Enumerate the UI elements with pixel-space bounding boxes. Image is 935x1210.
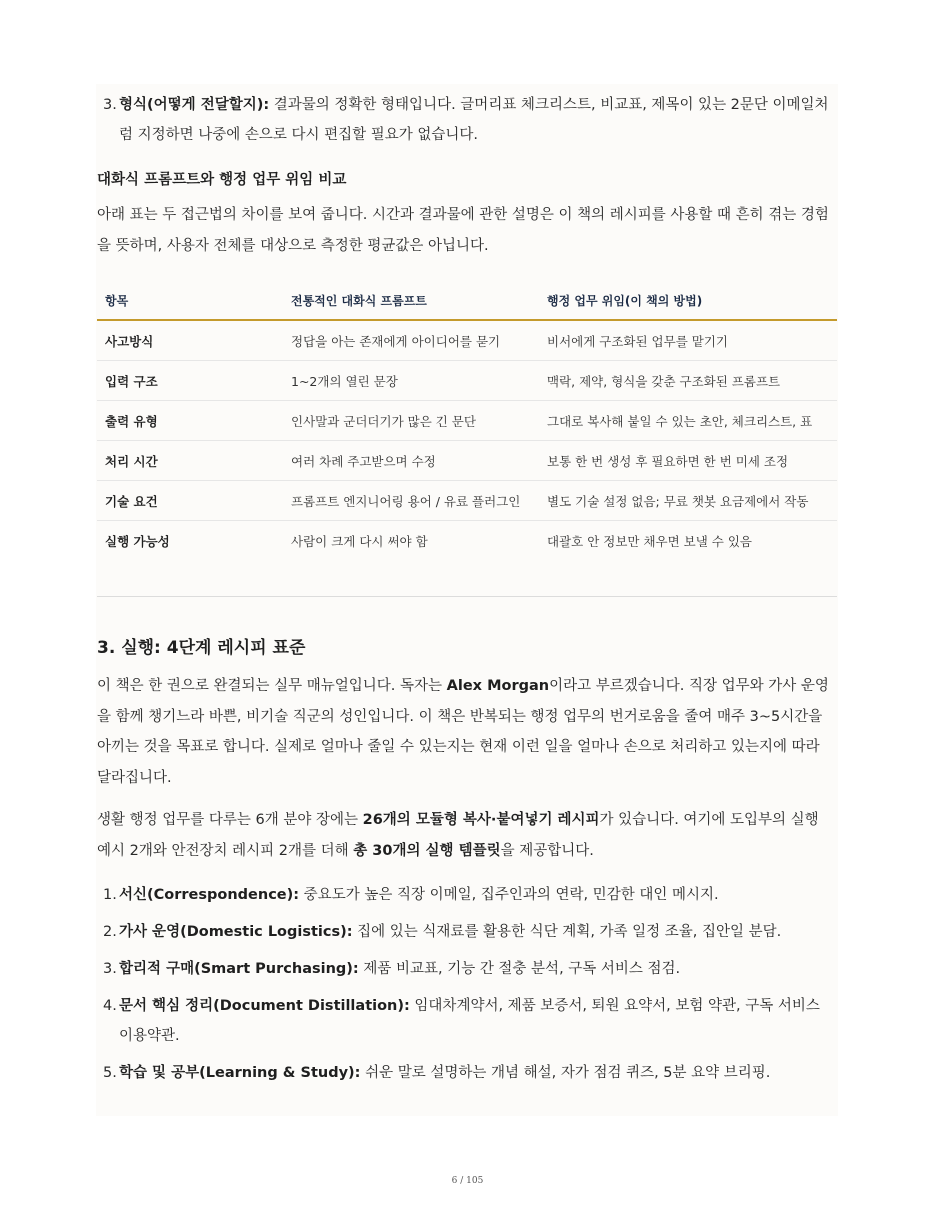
table-cell: 보통 한 번 생성 후 필요하면 한 번 미세 조정 <box>539 441 837 481</box>
comparison-table <box>97 281 837 560</box>
column-header: 항목 <box>97 281 283 320</box>
paragraph-text: 생활 행정 업무를 다루는 6개 분야 장에는 <box>97 812 363 828</box>
list-item-title: 서신(Correspondence): <box>119 887 300 903</box>
category-list <box>97 880 837 1088</box>
list-item <box>97 954 837 984</box>
table-row <box>97 521 837 561</box>
list-item-text: 결과물의 정확한 형태입니다. 글머리표 체크리스트, 비교표, 제목이 있는 2문단 이메일처럼 지정하면 나중에 손으로 다시 편집할 필요가 없습니다. <box>119 97 829 143</box>
list-number: 4. <box>103 998 117 1014</box>
body-paragraph <box>97 671 837 793</box>
row-label: 실행 가능성 <box>105 533 170 549</box>
list-item-title: 문서 핵심 정리(Document Distillation): <box>119 998 410 1014</box>
paragraph-text: 이 책은 한 권으로 완결되는 실무 매뉴얼입니다. 독자는 <box>97 678 447 694</box>
table-cell: 1~2개의 열린 문장 <box>283 361 539 401</box>
paragraph-text: 가 있습니다. 여기에 도입부의 실행 예시 2개와 안전장치 레시피 2개를 더해 <box>97 812 819 859</box>
list-item <box>97 880 837 910</box>
list-number: 2. <box>103 924 117 940</box>
table-row <box>97 361 837 401</box>
list-item-title: 형식(어떻게 전달할지): <box>119 97 270 113</box>
list-number: 3. <box>103 97 117 113</box>
row-label: 처리 시간 <box>97 441 283 481</box>
page-content <box>97 90 837 1088</box>
intro-list <box>97 90 837 150</box>
table-cell: 정답을 아는 존재에게 아이디어를 묻기 <box>283 320 539 361</box>
paragraph-text: 이라고 부르겠습니다. 직장 업무와 가사 운영을 함께 챙기느라 바쁜, 비기술 직군의 성인입니다. 이 책은 반복되는 행정 업무의 번거로움을 줄여 매주 3~5시간을 아끼는 것을 목표로 합니다. 실제로 얼마나 줄일 수 있는지는 현재 이런 일을 얼마나 손으로 처리하고 있는지에 따라 달라집니다. <box>97 678 829 786</box>
comparison-heading: 대화식 프롬프트와 행정 업무 위임 비교 <box>97 172 347 188</box>
column-header: 행정 업무 위임(이 책의 방법) <box>539 281 837 320</box>
list-item-title: 가사 운영(Domestic Logistics): <box>119 924 353 940</box>
list-item <box>97 1058 837 1088</box>
section-divider <box>97 596 837 597</box>
list-number: 3. <box>103 961 117 977</box>
table-cell: 대괄호 안 정보만 채우면 보낼 수 있음 <box>547 533 752 549</box>
column-header: 전통적인 대화식 프롬프트 <box>283 281 539 320</box>
table-row <box>97 481 837 521</box>
paragraph-text: 을 제공합니다. <box>500 842 594 859</box>
list-item-text: 집에 있는 식재료를 활용한 식단 계획, 가족 일정 조율, 집안일 분담. <box>352 924 782 940</box>
list-item-title: 학습 및 공부(Learning & Study): <box>119 1065 361 1081</box>
comparison-description: 아래 표는 두 접근법의 차이를 보여 줍니다. 시간과 결과물에 관한 설명은 이 책의 레시피를 사용할 때 흔히 겪는 경험을 뜻하며, 사용자 전체를 대상으로 측정한 평균값은 아닙니다. <box>97 207 829 254</box>
table-cell: 맥락, 제약, 형식을 갖춘 구조화된 프롬프트 <box>539 361 837 401</box>
row-label: 입력 구조 <box>97 361 283 401</box>
table-row <box>97 441 837 481</box>
table-row <box>97 320 837 361</box>
emphasis-text: 26개의 모듈형 복사·붙여넣기 레시피 <box>362 812 600 828</box>
list-item-text: 임대차계약서, 제품 보증서, 퇴원 요약서, 보험 약관, 구독 서비스 이용약관. <box>119 998 820 1044</box>
section-heading: 3. 실행: 4단계 레시피 표준 <box>97 638 306 658</box>
table-cell: 사람이 크게 다시 써야 함 <box>291 533 428 549</box>
page-number: 6 / 105 <box>451 1176 484 1186</box>
list-item <box>97 917 837 947</box>
table-cell: 프롬프트 엔지니어링 용어 / 유료 플러그인 <box>283 481 539 521</box>
table-cell: 인사말과 군더더기가 많은 긴 문단 <box>283 401 539 441</box>
list-item-text: 중요도가 높은 직장 이메일, 집주인과의 연락, 민감한 대인 메시지. <box>299 887 719 903</box>
body-paragraph <box>97 805 837 866</box>
row-label: 기술 요건 <box>97 481 283 521</box>
table-cell: 별도 기술 설정 없음; 무료 챗봇 요금제에서 작동 <box>539 481 837 521</box>
emphasis-text: 총 30개의 실행 템플릿 <box>353 842 501 859</box>
table-cell: 여러 차례 주고받으며 수정 <box>283 441 539 481</box>
table-cell: 그대로 복사해 붙일 수 있는 초안, 체크리스트, 표 <box>539 401 837 441</box>
row-label: 사고방식 <box>97 320 283 361</box>
list-item-text: 제품 비교표, 기능 간 절충 분석, 구독 서비스 점검. <box>358 961 681 977</box>
list-item-title: 합리적 구매(Smart Purchasing): <box>119 961 359 977</box>
table-row <box>97 401 837 441</box>
list-item <box>97 90 837 150</box>
list-item <box>97 991 837 1051</box>
row-label: 출력 유형 <box>97 401 283 441</box>
list-number: 5. <box>103 1065 117 1081</box>
reader-name: Alex Morgan <box>446 678 550 694</box>
list-item-text: 쉬운 말로 설명하는 개념 해설, 자가 점검 퀴즈, 5분 요약 브리핑. <box>360 1065 771 1081</box>
table-header-row <box>97 281 837 320</box>
list-number: 1. <box>103 887 117 903</box>
table-cell: 비서에게 구조화된 업무를 맡기기 <box>539 320 837 361</box>
